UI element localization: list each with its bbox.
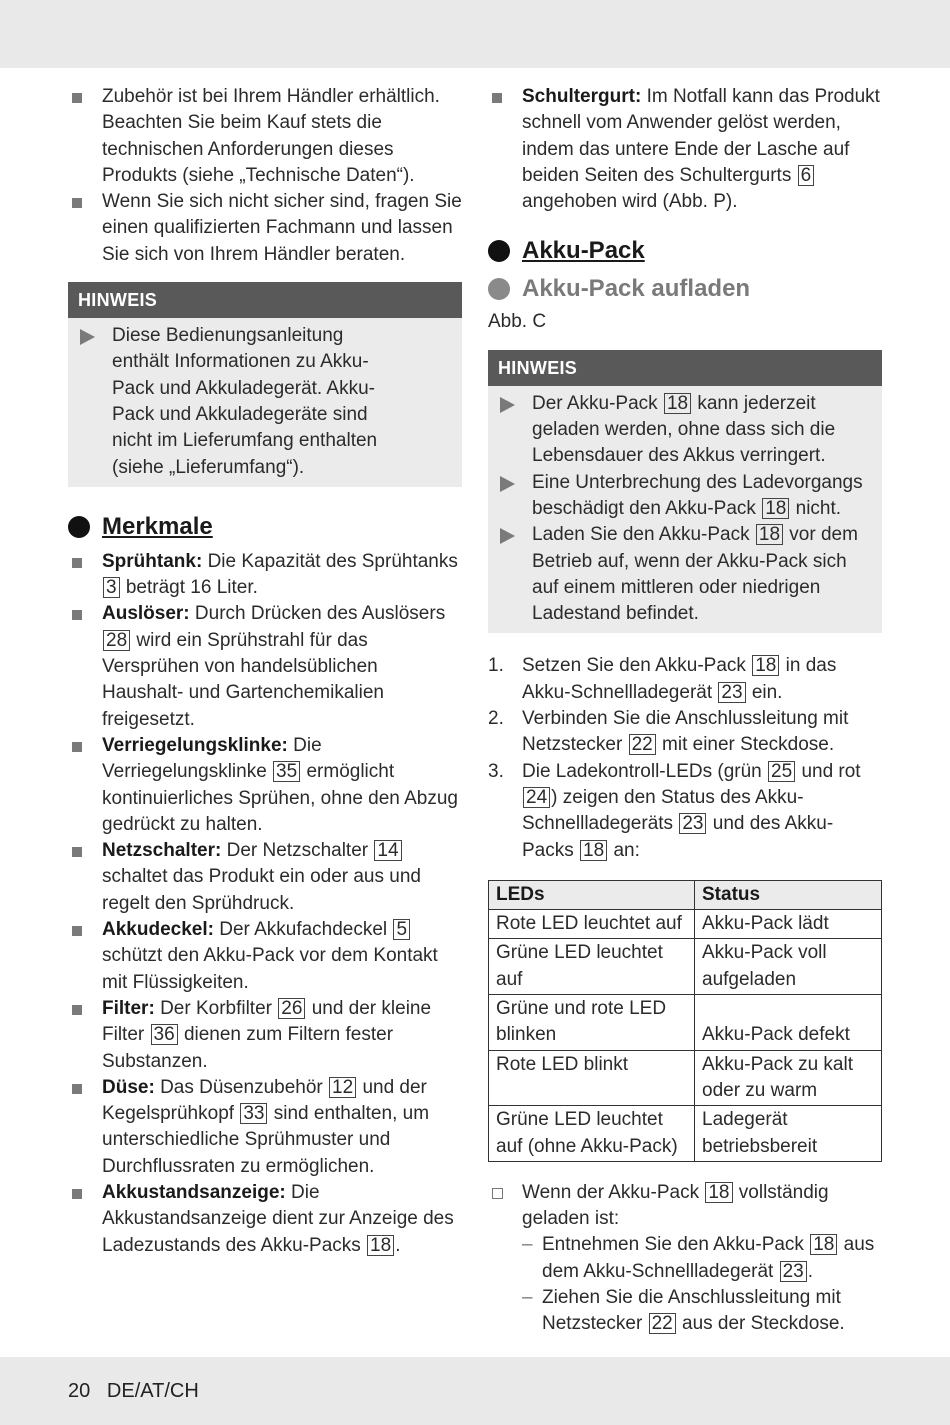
top-margin-band	[0, 0, 950, 68]
square-bullet-icon	[72, 1005, 82, 1015]
table-cell: Akku-Pack zu kalt oder zu warm	[695, 1050, 882, 1106]
feature-item: Akkudeckel: Der Akkufachdeckel 5 schützt den Akku-Pack vor dem Kontakt mit Flüssigkeiten.	[68, 917, 462, 996]
table-row	[489, 1050, 882, 1106]
square-bullet-icon	[72, 198, 82, 208]
section-heading-merkmale: Merkmale	[68, 511, 462, 543]
triangle-bullet-icon	[500, 528, 515, 544]
part-reference: 18	[752, 655, 779, 676]
square-bullet-icon	[72, 93, 82, 103]
part-reference: 5	[393, 919, 410, 940]
feature-item: Auslöser: Durch Drücken des Auslösers 28 wird ein Sprühstrahl für das Versprühen von handelsüblichen Haushalt- und Gartenchemikalien freigesetzt.	[68, 601, 462, 732]
part-reference: 18	[762, 498, 789, 519]
page-footer	[68, 1380, 199, 1403]
left-column	[68, 84, 462, 1259]
column-header: LEDs	[489, 880, 695, 909]
table-cell: Akku-Pack lädt	[695, 910, 882, 939]
step-item: 1. Setzen Sie den Akku-Pack 18 in das Akku-Schnellladegerät 23 ein.	[488, 655, 837, 703]
part-reference: 23	[718, 682, 745, 703]
part-reference: 14	[374, 840, 401, 861]
table-row	[489, 939, 882, 995]
sub-step-item: – Ziehen Sie die Anschlussleitung mit Netzstecker 22 aus der Steckdose.	[522, 1286, 845, 1335]
note-box	[68, 282, 462, 487]
part-reference: 23	[780, 1261, 807, 1282]
square-bullet-icon	[72, 1189, 82, 1199]
note-heading: HINWEIS	[68, 282, 462, 318]
table-row	[489, 1106, 882, 1162]
table-cell: Akku-Pack defekt	[695, 995, 882, 1051]
note-item: Diese Bedienungsanleitung enthält Informationen zu Akku-Pack und Akkuladegerät. Akku-Pack und Akkuladegeräte sind nicht im Lieferumfang enthalten (siehe „Lieferumfang“).	[68, 323, 462, 481]
part-reference: 18	[367, 1235, 394, 1256]
part-reference: 6	[798, 165, 815, 186]
square-bullet-icon	[72, 1084, 82, 1094]
dash-bullet-icon: –	[522, 1286, 533, 1308]
feature-item: Verriegelungsklinke: Die Verriegelungsklinke 35 ermöglicht kontinuierliches Sprühen, ohne den Abzug gedrückt zu halten.	[68, 733, 462, 838]
square-bullet-icon	[72, 558, 82, 568]
feature-item: Netzschalter: Der Netzschalter 14 schaltet das Produkt ein oder aus und regelt den Sprühdruck.	[68, 838, 462, 917]
page-number: 20	[68, 1380, 91, 1402]
square-bullet-icon	[72, 847, 82, 857]
list-item: Wenn Sie sich nicht sicher sind, fragen Sie einen qualifizierten Fachmann und lassen Sie sich von Ihrem Händler beraten.	[68, 189, 462, 268]
bullet-dot-icon	[68, 516, 90, 538]
triangle-bullet-icon	[80, 329, 95, 345]
square-bullet-icon	[492, 93, 502, 103]
square-bullet-icon	[72, 610, 82, 620]
step-item: 3. Die Ladekontroll-LEDs (grün 25 und rot 24 ) zeigen den Status des Akku-Schnellladegeräts 23 und des Akku-Packs 18 an:	[488, 760, 861, 861]
part-reference: 3	[103, 577, 120, 598]
part-reference: 25	[768, 761, 795, 782]
figure-reference: Abb. C	[488, 311, 547, 333]
part-reference: 18	[664, 393, 691, 414]
dash-bullet-icon: –	[522, 1234, 533, 1256]
part-reference: 23	[679, 813, 706, 834]
table-header-row	[489, 880, 882, 909]
table-cell: Rote LED leuchtet auf	[489, 910, 695, 939]
table-cell: Grüne LED leuchtet auf	[489, 939, 695, 995]
part-reference: 26	[278, 998, 305, 1019]
note-item: Laden Sie den Akku-Pack 18 vor dem Betrieb auf, wenn der Akku-Pack sich auf einem mittleren oder niedrigen Ladestand befindet.	[488, 522, 882, 627]
triangle-bullet-icon	[500, 476, 515, 492]
table-cell: Ladegerät betriebsbereit	[695, 1106, 882, 1162]
subsection-heading-akku-aufladen: Akku-Pack aufladen	[488, 273, 882, 305]
right-column	[488, 84, 882, 1338]
part-reference: 22	[649, 1313, 676, 1334]
feature-item: Akkustandsanzeige: Die Akkustandsanzeige dient zur Anzeige des Ladezustands des Akku-Packs 18 .	[68, 1180, 462, 1259]
feature-item: Sprühtank: Die Kapazität des Sprühtanks 3 beträgt 16 Liter.	[68, 549, 462, 602]
part-reference: 12	[329, 1077, 356, 1098]
note-heading: HINWEIS	[488, 350, 882, 386]
checkbox-square-icon	[492, 1188, 503, 1199]
table-cell: Grüne und rote LED blinken	[489, 995, 695, 1051]
triangle-bullet-icon	[500, 397, 515, 413]
part-reference: 24	[523, 787, 550, 808]
list-item: Schultergurt: Im Notfall kann das Produkt schnell vom Anwender gelöst werden, indem das untere Ende der Lasche auf beiden Seiten des Schultergurts 6 angehoben wird (Abb. P).	[488, 84, 882, 215]
step-item: 2. Verbinden Sie die Anschlussleitung mit Netzstecker 22 mit einer Steckdose.	[488, 708, 849, 756]
note-box	[488, 350, 882, 634]
note-item: Der Akku-Pack 18 kann jederzeit geladen werden, ohne dass sich die Lebensdauer des Akkus verringert.	[488, 391, 882, 470]
part-reference: 33	[240, 1103, 267, 1124]
table-cell: Rote LED blinkt	[489, 1050, 695, 1106]
note-item: Eine Unterbrechung des Ladevorgangs beschädigt den Akku-Pack 18 nicht.	[488, 470, 882, 523]
checklist-item: Wenn der Akku-Pack 18 vollständig geladen ist:	[488, 1180, 882, 1233]
locale-label: DE/AT/CH	[106, 1380, 199, 1402]
part-reference: 18	[756, 524, 783, 545]
table-cell: Grüne LED leuchtet auf (ohne Akku-Pack)	[489, 1106, 695, 1162]
part-reference: 22	[629, 734, 656, 755]
bullet-dot-icon	[488, 278, 510, 300]
list-item: Zubehör ist bei Ihrem Händler erhältlich. Beachten Sie beim Kauf stets die technischen Anforderungen dieses Produkts (siehe „Technische Daten“).	[68, 84, 462, 189]
part-reference: 28	[103, 630, 130, 651]
table-row	[489, 995, 882, 1051]
led-status-table	[488, 880, 882, 1162]
column-header: Status	[695, 880, 882, 909]
feature-item: Filter: Der Korbfilter 26 und der kleine Filter 36 dienen zum Filtern fester Substanzen.	[68, 996, 462, 1075]
part-reference: 18	[810, 1234, 837, 1255]
table-cell: Akku-Pack voll aufgeladen	[695, 939, 882, 995]
part-reference: 35	[273, 761, 300, 782]
section-heading-akku-pack: Akku-Pack	[488, 235, 882, 267]
square-bullet-icon	[72, 742, 82, 752]
feature-item: Düse: Das Düsenzubehör 12 und der Kegelsprühkopf 33 sind enthalten, um unterschiedliche Sprühmuster und Durchflussraten zu ermöglichen.	[68, 1075, 462, 1180]
part-reference: 18	[705, 1182, 732, 1203]
table-row	[489, 910, 882, 939]
square-bullet-icon	[72, 926, 82, 936]
part-reference: 18	[580, 840, 607, 861]
bullet-dot-icon	[488, 240, 510, 262]
sub-step-item: – Entnehmen Sie den Akku-Pack 18 aus dem Akku-Schnellladegerät 23 .	[522, 1234, 875, 1282]
part-reference: 36	[151, 1024, 178, 1045]
